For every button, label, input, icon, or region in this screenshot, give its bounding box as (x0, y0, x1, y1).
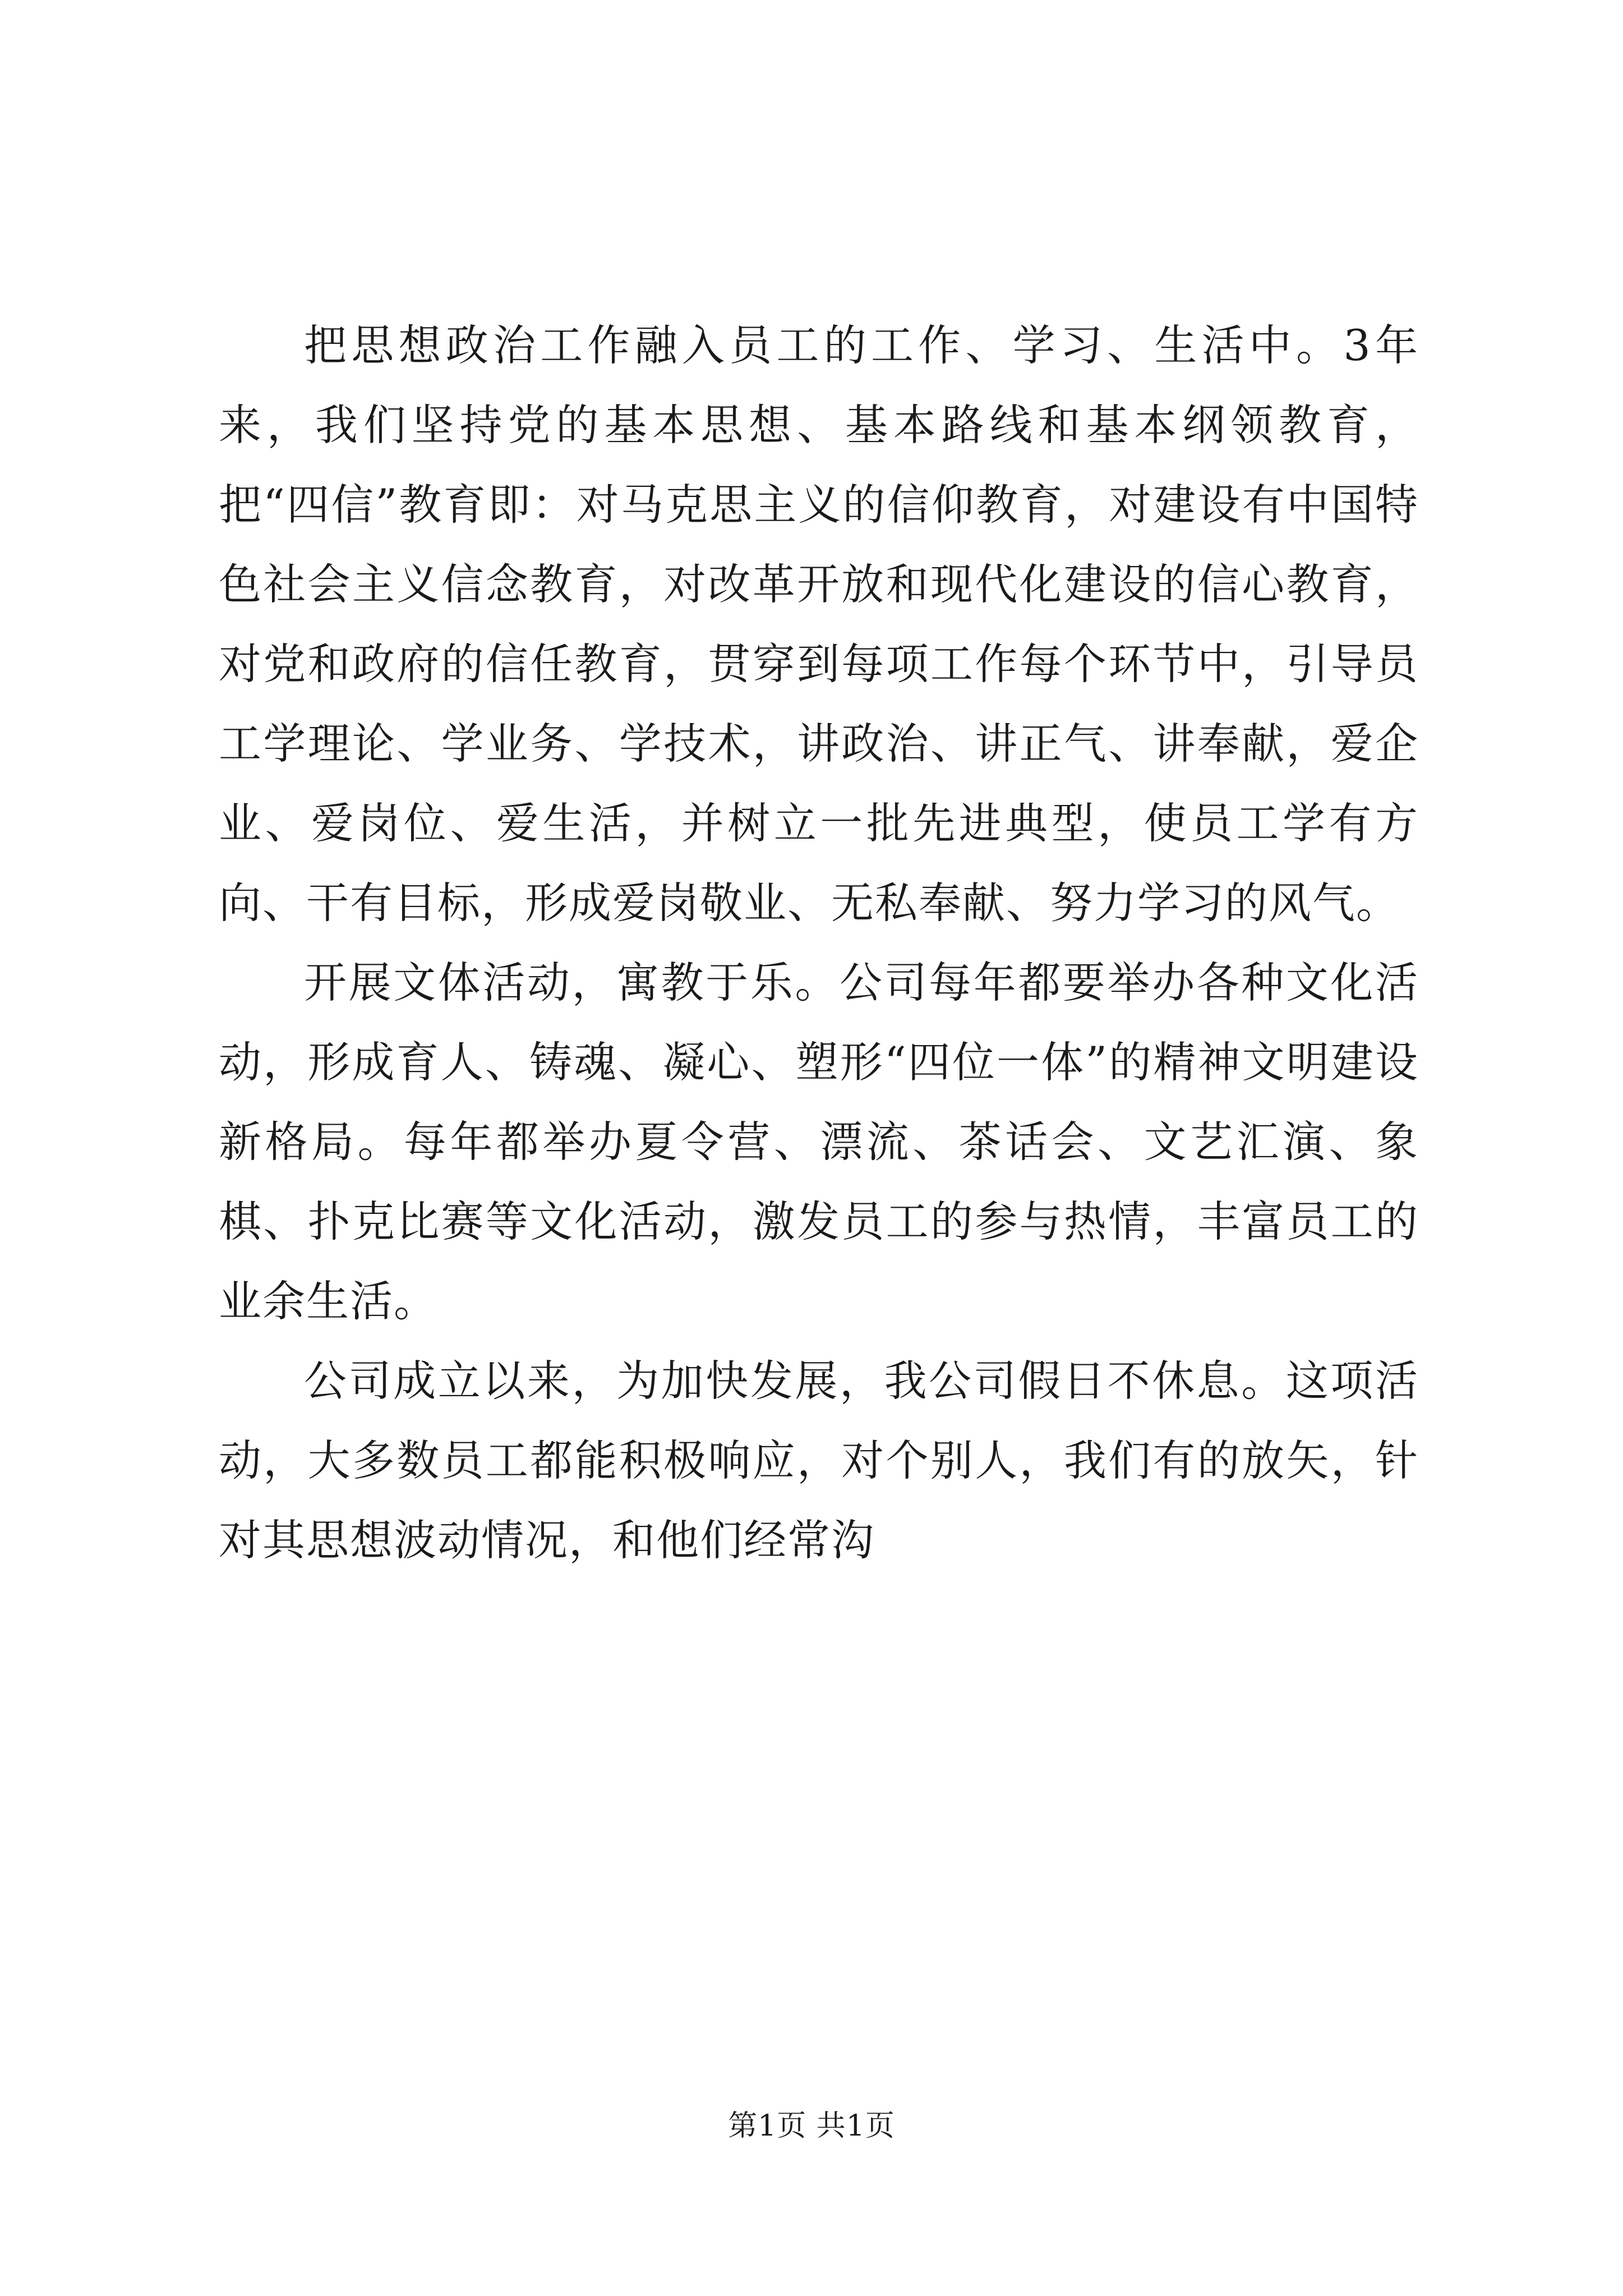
page-number-footer: 第1页 共1页 (728, 2109, 895, 2143)
document-body (219, 306, 1419, 1580)
paragraph-3: 公司成立以来，为加快发展，我公司假日不休息。这项活动，大多数员工都能积极响应，对个别人，我们有的放矢，针对其思想波动情况，和他们经常沟 (219, 1356, 1419, 1565)
paragraph-1: 把思想政治工作融入员工的工作、学习、生活中。3年来，我们坚持党的基本思想、基本路线和基本纲领教育，把“四信”教育即：对马克思主义的信仰教育，对建设有中国特色社会主义信念教育，对改革开放和现代化建设的信心教育，对党和政府的信任教育，贯穿到每项工作每个环节中，引导员工学理论、学业务、学技术，讲政治、讲正气、讲奉献，爱企业、爱岗位、爱生活，并树立一批先进典型，使员工学有方向、干有目标，形成爱岗敬业、无私奉献、努力学习的风气。 (219, 320, 1419, 928)
paragraph-2: 开展文体活动，寓教于乐。公司每年都要举办各种文化活动，形成育人、铸魂、凝心、塑形“四位一体”的精神文明建设新格局。每年都举办夏令营、漂流、茶话会、文艺汇演、象棋、扑克比赛等文化活动，激发员工的参与热情，丰富员工的业余生活。 (219, 958, 1419, 1326)
